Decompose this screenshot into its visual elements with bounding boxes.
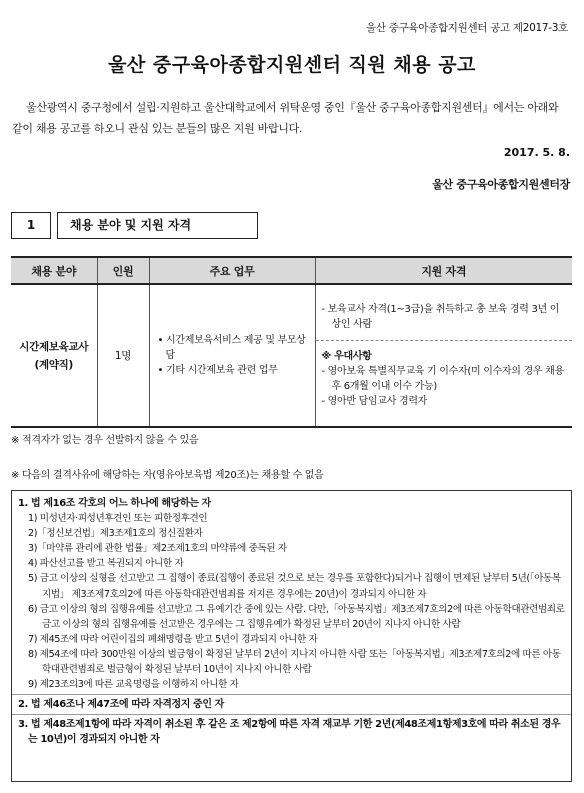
header-field: 채용 분야: [11, 257, 97, 284]
disqualification-subitem: 5) 금고 이상의 실형을 선고받고 그 집행이 종료(집행이 종료된 것으로 보는 경우를 포함한다)되거나 집행이 면제된 날부터 5년(「아동복지법」 제3조제7호의2에 따른 아동학대관련범죄를 저지른 경우에는 20년)이 경과되지 아니한 자: [28, 573, 561, 600]
header-qualification: 지원 자격: [315, 257, 572, 284]
section-title: 채용 분야 및 지원 자격: [57, 212, 258, 239]
organization-signature: 울산 중구육아종합지원센터장: [432, 178, 570, 191]
divider: [12, 714, 571, 715]
duty-item: • 시간제보육서비스 제공 및 부모상담: [157, 335, 306, 361]
disqualification-subitem: 8) 제54조에 따라 300만원 이상의 벌금형이 확정된 날부터 2년이 지나지 아니한 사람 또는「아동복지법」제3조제7호의2에 따른 아동학대관련범죄로 벌금형이 확정된 날부터 10년이 지나지 아니한 사람: [28, 648, 561, 676]
note-disqualification: ※ 다음의 결격사유에 해당하는 자(영유아보육법 제20조)는 채용할 수 없음: [11, 470, 324, 481]
field-type: (계약직): [34, 358, 74, 371]
preference-item: - 영아반 담임교사 경력자: [321, 396, 428, 407]
notice-date: 2017. 5. 8.: [503, 146, 570, 159]
header-duties: 주요 업무: [149, 257, 315, 284]
disqualification-subitem: 3)「마약류 관리에 관한 법률」제2조제1호의 마약류에 중독된 자: [28, 543, 287, 555]
field-cell: [11, 284, 97, 427]
section-number: 1: [11, 212, 51, 239]
disqualification-item-1: 1. 법 제16조 각호의 어느 하나에 해당하는 자: [18, 498, 211, 509]
intro-paragraph: 울산광역시 중구청에서 설립·지원하고 울산대학교에서 위탁운영 중인『울산 중구육아종합지원센터』에서는 아래와 같이 채용 공고를 하오니 관심 있는 분들의 많은 지원 바랍니다.: [12, 101, 559, 135]
field-name: 시간제보육교사: [19, 340, 89, 353]
recruitment-table: [11, 256, 572, 428]
duties-cell: [149, 284, 315, 427]
table-header-row: [11, 257, 572, 284]
divider: [12, 694, 571, 695]
qualification-requirement: - 보육교사 자격(1~3급)을 취득하고 총 보육 경력 3년 이상인 사람: [316, 302, 573, 341]
table-row: [11, 284, 572, 427]
count-cell: 1명: [97, 284, 149, 427]
preference-title: ※ 우대사항: [321, 351, 372, 362]
disqualification-item-3: 3. 법 제48조제1항에 따라 자격이 취소된 후 같은 조 제2항에 따른 자격 재교부 기한 2년(제48조제1항제3호에 따라 취소된 경우는 10년)이 경과되지 아니한 자: [18, 719, 561, 746]
notice-number: 울산 중구육아종합지원센터 공고 제2017-3호: [366, 22, 568, 34]
disqualification-box: [11, 490, 572, 782]
duty-item: • 기타 시간제보육 관련 업무: [157, 365, 278, 376]
header-count: 인원: [97, 257, 149, 284]
preference-item: - 영아보육 특별직무교육 기 이수자(미 이수자의 경우 채용 후 6개월 이내 이수 가능): [321, 366, 564, 392]
disqualification-item-2: 2. 법 제46조나 제47조에 따라 자격정지 중인 자: [18, 699, 224, 711]
page-title: 울산 중구육아종합지원센터 직원 채용 공고: [108, 54, 476, 76]
disqualification-subitem: 9) 제23조의3에 따른 교육명령을 이행하지 아니한 자: [28, 679, 239, 691]
disqualification-subitem: 6) 금고 이상의 형의 집행유예를 선고받고 그 유예기간 중에 있는 사람. 다만,「아동복지법」제3조제7호의2에 따른 아동학대관련범죄로 금고 이상의 형의 집행유예를 선고받은 경우에는 그 집행유예가 확정된 날부터 20년이 지나지 아니한 사람: [28, 603, 565, 630]
disqualification-subitem: 2)「정신보건법」제3조제1호의 정신질환자: [28, 528, 203, 540]
disqualification-subitem: 7) 제45조에 따라 어린이집의 폐쇄명령을 받고 5년이 경과되지 아니한 자: [28, 633, 318, 645]
disqualification-subitem: 4) 파산선고를 받고 복권되지 아니한 자: [28, 558, 184, 570]
note-no-suitable: ※ 적격자가 없는 경우 선발하지 않을 수 있음: [11, 435, 199, 446]
qualification-cell: [315, 284, 572, 427]
disqualification-subitem: 1) 미성년자·피성년후견인 또는 피한정후견인: [28, 513, 208, 525]
